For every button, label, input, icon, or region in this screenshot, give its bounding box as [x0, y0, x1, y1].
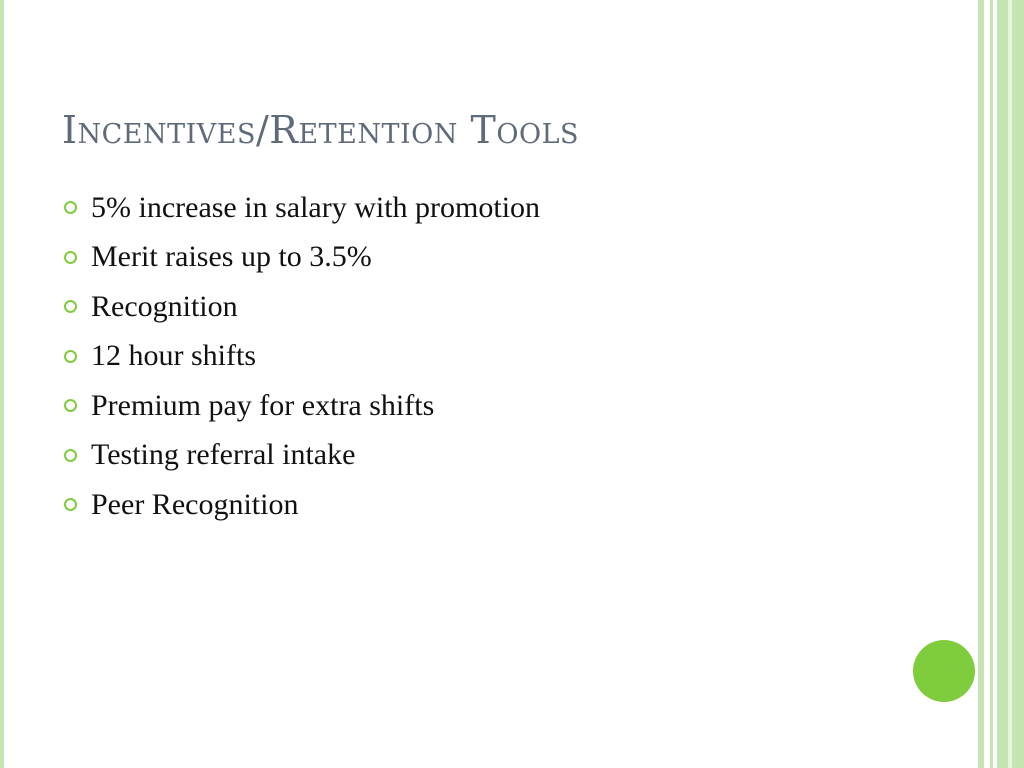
ring-bullet-icon — [64, 449, 77, 462]
slide-title: Incentives/Retention Tools — [62, 108, 580, 152]
left-border-rule — [0, 0, 4, 768]
green-circle-decoration — [913, 640, 975, 702]
bullet-text: Recognition — [91, 289, 238, 323]
right-decorative-band-highlight — [1008, 0, 1012, 768]
list-item — [62, 183, 540, 233]
list-item — [62, 233, 540, 283]
list-item — [62, 332, 540, 382]
ring-bullet-icon — [64, 498, 77, 511]
ring-bullet-icon — [64, 201, 77, 214]
bullet-text: 5% increase in salary with promotion — [91, 190, 541, 224]
ring-bullet-icon — [64, 350, 77, 363]
right-decorative-band — [990, 0, 993, 768]
bullet-text: Premium pay for extra shifts — [91, 388, 435, 422]
bullet-list — [62, 183, 540, 530]
ring-bullet-icon — [64, 399, 77, 412]
right-decorative-band — [978, 0, 984, 768]
list-item — [62, 431, 540, 481]
list-item — [62, 282, 540, 332]
bullet-text: Merit raises up to 3.5% — [91, 240, 372, 274]
list-item — [62, 381, 540, 431]
bullet-text: 12 hour shifts — [91, 339, 256, 373]
ring-bullet-icon — [64, 300, 77, 313]
bullet-text: Peer Recognition — [91, 487, 299, 521]
list-item — [62, 480, 540, 530]
bullet-text: Testing referral intake — [91, 438, 356, 472]
ring-bullet-icon — [64, 251, 77, 264]
